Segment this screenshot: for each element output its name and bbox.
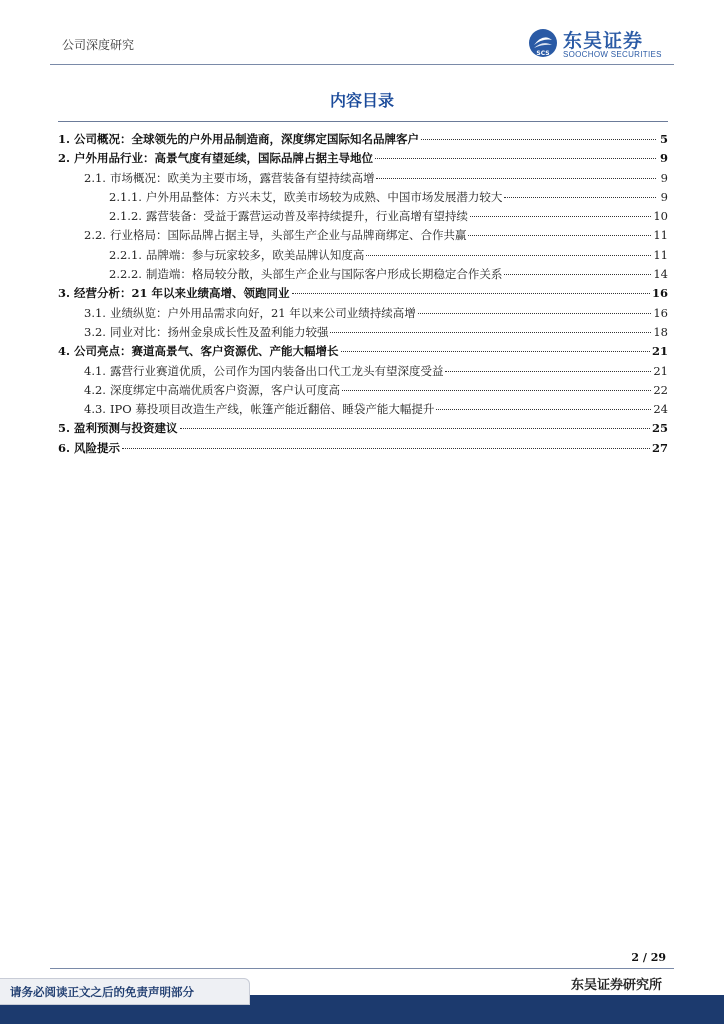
toc-leader-dots xyxy=(468,235,651,236)
toc-entry-page: 25 xyxy=(651,421,668,436)
toc-entry[interactable] xyxy=(58,382,668,401)
toc-entry-page: 22 xyxy=(653,382,668,397)
toc-entry-page: 16 xyxy=(651,286,668,301)
toc-entry-number: 4.3. xyxy=(84,402,106,417)
toc-entry-number: 2.2. xyxy=(84,228,106,243)
toc-entry-label: 露营行业赛道优质，公司作为国内装备出口代工龙头有望深度受益 xyxy=(109,363,444,378)
toc-leader-dots xyxy=(292,293,650,294)
toc-entry-number: 2.1. xyxy=(84,170,106,185)
toc-entry-number: 3. xyxy=(58,286,71,301)
toc-entry-page: 14 xyxy=(653,267,668,282)
toc-entry-page: 11 xyxy=(653,228,668,243)
toc-entry-label: 公司亮点：赛道高景气、客户资源优、产能大幅增长 xyxy=(74,344,339,359)
toc-leader-dots xyxy=(421,139,656,140)
toc-entry-label: 盈利预测与投资建议 xyxy=(74,421,178,436)
svg-text:SCS: SCS xyxy=(536,50,550,57)
footer-divider xyxy=(50,968,674,969)
toc-entry-number: 6. xyxy=(58,440,71,455)
toc-entry-page: 9 xyxy=(659,151,668,166)
toc-entry[interactable] xyxy=(58,401,668,420)
toc-entry[interactable] xyxy=(58,247,668,266)
toc-entry-label: 同业对比：扬州金泉成长性及盈利能力较强 xyxy=(109,324,329,339)
toc-entry-page: 21 xyxy=(653,363,668,378)
toc-entry-number: 2.1.1. xyxy=(109,189,142,204)
toc-entry[interactable] xyxy=(58,131,668,150)
toc-entry[interactable] xyxy=(58,227,668,246)
toc-entry-number: 4.1. xyxy=(84,363,106,378)
toc-entry[interactable] xyxy=(58,420,668,439)
toc-entry-label: 业绩纵览：户外用品需求向好，21 年以来公司业绩持续高增 xyxy=(109,305,416,320)
toc-entry-number: 3.2. xyxy=(84,324,106,339)
toc-entry-label: 深度绑定中高端优质客户资源，客户认可度高 xyxy=(109,382,340,397)
toc-leader-dots xyxy=(504,274,651,275)
toc-entry[interactable] xyxy=(58,285,668,304)
toc-entry-page: 18 xyxy=(653,324,668,339)
toc-leader-dots xyxy=(330,332,651,333)
toc-entry-label: 户外用品行业：高景气度有望延续，国际品牌占据主导地位 xyxy=(74,151,374,166)
toc-entry-label: 制造端：格局较分散，头部生产企业与国际客户形成长期稳定合作关系 xyxy=(145,267,503,282)
toc-entry-number: 2.1.2. xyxy=(109,209,142,224)
toc-leader-dots xyxy=(445,371,651,372)
toc-entry-page: 24 xyxy=(653,402,668,417)
toc-entry-number: 2.2.1. xyxy=(109,247,142,262)
toc-entry[interactable] xyxy=(58,440,668,459)
toc-entry-number: 2.2.2. xyxy=(109,267,142,282)
toc-entry-number: 5. xyxy=(58,421,71,436)
toc-entry-page: 9 xyxy=(660,170,668,185)
toc-entry-page: 5 xyxy=(659,132,668,146)
toc-leader-dots xyxy=(122,448,650,449)
toc-entry[interactable] xyxy=(58,363,668,382)
header-divider xyxy=(50,64,674,65)
toc-entry-label: 露营装备：受益于露营运动普及率持续提升，行业高增有望持续 xyxy=(145,209,468,224)
toc-entry[interactable] xyxy=(58,208,668,227)
toc-entry-number: 4. xyxy=(58,344,71,359)
toc-leader-dots xyxy=(504,197,656,198)
toc-entry-page: 9 xyxy=(660,189,668,204)
toc-entry-label: 公司概况：全球领先的户外用品制造商，深度绑定国际知名品牌客户 xyxy=(74,132,420,146)
toc-entry-page: 21 xyxy=(651,344,668,359)
toc-leader-dots xyxy=(376,178,656,179)
toc-entry-label: 风险提示 xyxy=(74,440,121,455)
toc-entry-number: 1. xyxy=(58,132,71,146)
toc-entry-label: 户外用品整体：方兴未艾，欧美市场较为成熟、中国市场发展潜力较大 xyxy=(145,189,503,204)
disclaimer-note: 请务必阅读正文之后的免责声明部分 xyxy=(0,978,250,1005)
toc-leader-dots xyxy=(342,390,651,391)
logo-name-cn: 东吴证券 xyxy=(563,30,644,52)
toc-leader-dots xyxy=(180,428,650,429)
toc-entry-label: 行业格局：国际品牌占据主导，头部生产企业与品牌商绑定、合作共赢 xyxy=(109,228,467,243)
toc-entry[interactable] xyxy=(58,170,668,189)
toc-entry-page: 11 xyxy=(653,247,668,262)
toc-entry-label: IPO 募投项目改造生产线，帐篷产能近翻倍、睡袋产能大幅提升 xyxy=(109,402,435,417)
section-label: 公司深度研究 xyxy=(62,38,135,52)
company-logo xyxy=(528,26,678,62)
toc-entry[interactable] xyxy=(58,343,668,362)
toc-leader-dots xyxy=(341,351,650,352)
toc-entry[interactable] xyxy=(58,324,668,343)
table-of-contents xyxy=(58,131,668,459)
toc-entry-page: 16 xyxy=(653,305,668,320)
soochow-logo-icon xyxy=(528,28,558,58)
toc-entry-label: 市场概况：欧美为主要市场，露营装备有望持续高增 xyxy=(109,170,375,185)
toc-leader-dots xyxy=(375,158,656,159)
toc-entry-page: 27 xyxy=(651,440,668,455)
logo-name-en: SOOCHOW SECURITIES xyxy=(563,50,662,59)
toc-leader-dots xyxy=(470,216,651,217)
toc-entry-number: 4.2. xyxy=(84,382,106,397)
toc-entry[interactable] xyxy=(58,150,668,169)
toc-entry[interactable] xyxy=(58,266,668,285)
page-number: 2 / 29 xyxy=(631,951,666,964)
toc-entry-page: 10 xyxy=(653,209,668,224)
footer-org: 东吴证券研究所 xyxy=(570,978,662,993)
toc-entry-label: 经营分析：21 年以来业绩高增、领跑同业 xyxy=(74,286,290,301)
toc-entry[interactable] xyxy=(58,305,668,324)
toc-leader-dots xyxy=(366,255,651,256)
toc-entry-number: 3.1. xyxy=(84,305,106,320)
toc-divider xyxy=(58,121,668,122)
toc-leader-dots xyxy=(418,313,652,314)
toc-entry-label: 品牌端：参与玩家较多，欧美品牌认知度高 xyxy=(145,247,365,262)
toc-leader-dots xyxy=(436,409,651,410)
toc-entry[interactable] xyxy=(58,189,668,208)
toc-entry-number: 2. xyxy=(58,151,71,166)
toc-title: 内容目录 xyxy=(329,91,394,110)
